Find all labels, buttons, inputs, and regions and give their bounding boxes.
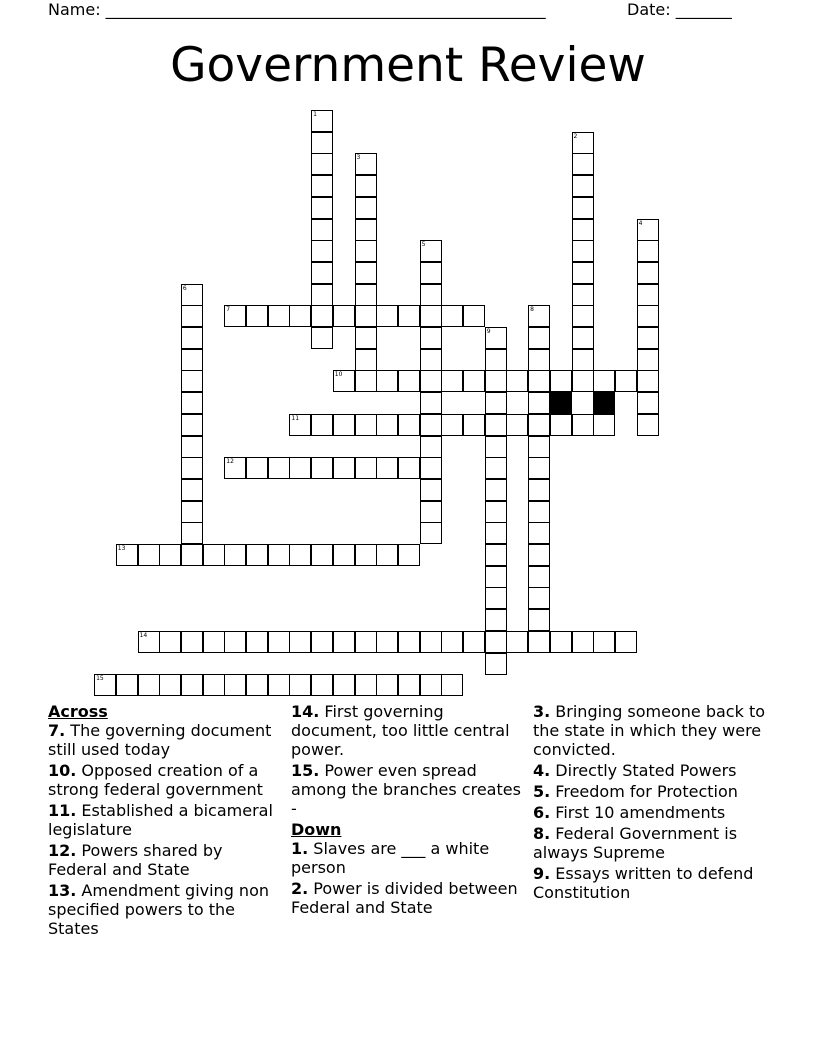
- crossword-cell[interactable]: [355, 544, 377, 566]
- crossword-cell[interactable]: [637, 414, 659, 436]
- clue-number: 14: [139, 631, 148, 639]
- crossword-cell[interactable]: [528, 501, 550, 523]
- crossword-cell[interactable]: [333, 457, 355, 479]
- crossword-cell[interactable]: [615, 631, 637, 653]
- crossword-cell[interactable]: [355, 219, 377, 241]
- clue-number: 5: [421, 241, 426, 249]
- crossword-cell[interactable]: [420, 240, 442, 262]
- crossword-cell[interactable]: [376, 305, 398, 327]
- crossword-cell[interactable]: [420, 522, 442, 544]
- crossword-cell[interactable]: [550, 370, 572, 392]
- crossword-cell[interactable]: [420, 501, 442, 523]
- crossword-cell[interactable]: [463, 414, 485, 436]
- clue-item: [291, 702, 527, 759]
- crossword-cell[interactable]: [485, 392, 507, 414]
- crossword-cell[interactable]: [420, 370, 442, 392]
- clue-number-label: 11.: [48, 801, 77, 820]
- clues-column-3: [533, 702, 773, 904]
- clue-item: [48, 841, 284, 879]
- clue-number-label: 1.: [291, 839, 309, 858]
- crossword-cell[interactable]: [268, 544, 290, 566]
- crossword-cell[interactable]: [311, 544, 333, 566]
- crossword-cell[interactable]: [637, 327, 659, 349]
- clue-item: [533, 803, 773, 822]
- clue-number: 1: [313, 111, 317, 118]
- crossword-cell[interactable]: [116, 674, 138, 696]
- crossword-cell[interactable]: [528, 457, 550, 479]
- crossword-cell[interactable]: [355, 284, 377, 306]
- crossword-cell[interactable]: [572, 197, 594, 219]
- crossword-cell[interactable]: [311, 631, 333, 653]
- crossword-cell[interactable]: [441, 305, 463, 327]
- crossword-cell[interactable]: [289, 305, 311, 327]
- crossword-cell[interactable]: [593, 414, 615, 436]
- crossword-cell[interactable]: [485, 349, 507, 371]
- crossword-cell[interactable]: [94, 674, 116, 696]
- crossword-cell[interactable]: [485, 587, 507, 609]
- clues-column-1: [48, 702, 284, 940]
- crossword-cell[interactable]: [203, 631, 225, 653]
- crossword-cell[interactable]: [376, 674, 398, 696]
- crossword-cell[interactable]: [376, 370, 398, 392]
- crossword-cell[interactable]: [181, 522, 203, 544]
- crossword-cell[interactable]: [572, 240, 594, 262]
- crossword-cell[interactable]: [528, 392, 550, 414]
- crossword-cell[interactable]: [528, 305, 550, 327]
- clue-text: Essays written to defend Constitution: [533, 864, 754, 902]
- crossword-cell[interactable]: [398, 457, 420, 479]
- crossword-cell[interactable]: [528, 370, 550, 392]
- clue-text: Established a bicameral legislature: [48, 801, 273, 839]
- clue-number-label: 4.: [533, 761, 551, 780]
- clue-number-label: 6.: [533, 803, 551, 822]
- crossword-cell[interactable]: [311, 305, 333, 327]
- crossword-cell[interactable]: [637, 262, 659, 284]
- crossword-cell[interactable]: [355, 457, 377, 479]
- clue-number: 4: [638, 219, 643, 227]
- crossword-cell[interactable]: [333, 674, 355, 696]
- crossword-cell[interactable]: [441, 674, 463, 696]
- crossword-cell[interactable]: [355, 631, 377, 653]
- crossword-cell[interactable]: [572, 370, 594, 392]
- crossword-cell[interactable]: [420, 436, 442, 458]
- crossword-cell[interactable]: [181, 414, 203, 436]
- crossword-cell[interactable]: [485, 479, 507, 501]
- crossword-cell[interactable]: [203, 674, 225, 696]
- crossword-cell[interactable]: [572, 631, 594, 653]
- crossword-cell[interactable]: [420, 349, 442, 371]
- crossword-cell[interactable]: [355, 370, 377, 392]
- clue-item: [533, 702, 773, 759]
- crossword-cell[interactable]: [268, 305, 290, 327]
- crossword-cell[interactable]: [398, 544, 420, 566]
- clue-text: Freedom for Protection: [550, 782, 738, 801]
- crossword-cell[interactable]: [289, 631, 311, 653]
- crossword-cell[interactable]: [311, 457, 333, 479]
- clue-number: 8: [530, 306, 534, 314]
- clue-number: 13: [117, 545, 126, 552]
- crossword-cell[interactable]: [506, 370, 528, 392]
- clue-item: [533, 761, 773, 780]
- crossword-cell[interactable]: [289, 457, 311, 479]
- crossword-cell[interactable]: [181, 544, 203, 566]
- crossword-cell[interactable]: [159, 631, 181, 653]
- clue-number: 7: [226, 306, 231, 314]
- crossword-cell[interactable]: [506, 414, 528, 436]
- clue-number: 11: [291, 414, 300, 422]
- clue-number-label: 2.: [291, 879, 309, 898]
- crossword-cell[interactable]: [463, 305, 485, 327]
- crossword-cell[interactable]: [181, 457, 203, 479]
- crossword-cell[interactable]: [376, 414, 398, 436]
- crossword-cell[interactable]: [485, 544, 507, 566]
- crossword-cell[interactable]: [572, 327, 594, 349]
- crossword-cell[interactable]: [159, 674, 181, 696]
- crossword-cell[interactable]: [593, 370, 615, 392]
- crossword-cell[interactable]: [355, 240, 377, 262]
- crossword-cell[interactable]: [420, 631, 442, 653]
- crossword-cell[interactable]: [572, 305, 594, 327]
- crossword-cell[interactable]: [572, 284, 594, 306]
- crossword-cell[interactable]: [420, 457, 442, 479]
- name-field-label: Name: _______________________________________________________: [48, 0, 546, 19]
- crossword-cell[interactable]: [506, 631, 528, 653]
- black-cell: [550, 392, 572, 414]
- page-title: Government Review: [170, 38, 646, 93]
- crossword-cell[interactable]: [528, 631, 550, 653]
- crossword-cell[interactable]: [224, 674, 246, 696]
- crossword-cell[interactable]: [637, 305, 659, 327]
- clue-number: 10: [334, 371, 343, 379]
- clue-number-label: 14.: [291, 702, 320, 721]
- crossword-cell[interactable]: [528, 522, 550, 544]
- crossword-cell[interactable]: [355, 674, 377, 696]
- crossword-cell[interactable]: [485, 414, 507, 436]
- crossword-cell[interactable]: [311, 674, 333, 696]
- crossword-cell[interactable]: [376, 457, 398, 479]
- crossword-cell[interactable]: [528, 566, 550, 588]
- clue-number: 12: [226, 458, 234, 466]
- clue-text: Power is divided between Federal and State: [291, 879, 518, 917]
- crossword-cell[interactable]: [528, 544, 550, 566]
- crossword-cell[interactable]: [181, 305, 203, 327]
- crossword-cell[interactable]: [485, 653, 507, 675]
- crossword-cell[interactable]: [441, 631, 463, 653]
- crossword-cell[interactable]: [289, 674, 311, 696]
- crossword-cell[interactable]: [181, 501, 203, 523]
- crossword-cell[interactable]: [224, 457, 246, 479]
- crossword-cell[interactable]: [355, 153, 377, 175]
- crossword-cell[interactable]: [333, 370, 355, 392]
- crossword-cell[interactable]: [181, 631, 203, 653]
- crossword-cell[interactable]: [138, 544, 160, 566]
- crossword-cell[interactable]: [289, 414, 311, 436]
- crossword-cell[interactable]: [246, 544, 268, 566]
- crossword-cell[interactable]: [311, 132, 333, 154]
- crossword-cell[interactable]: [311, 414, 333, 436]
- crossword-cell[interactable]: [289, 544, 311, 566]
- crossword-cell[interactable]: [420, 262, 442, 284]
- crossword-cell[interactable]: [485, 566, 507, 588]
- crossword-cell[interactable]: [181, 284, 203, 306]
- black-cell: [593, 392, 615, 414]
- crossword-cell[interactable]: [333, 414, 355, 436]
- clues-column-2: [291, 702, 527, 919]
- down-heading: Down: [291, 820, 342, 839]
- crossword-cell[interactable]: [615, 370, 637, 392]
- crossword-cell[interactable]: [311, 153, 333, 175]
- crossword-cell[interactable]: [463, 370, 485, 392]
- clue-item: [291, 879, 527, 917]
- crossword-cell[interactable]: [355, 327, 377, 349]
- clue-item: [48, 761, 284, 799]
- crossword-cell[interactable]: [485, 609, 507, 631]
- crossword-cell[interactable]: [246, 674, 268, 696]
- crossword-cell[interactable]: [420, 284, 442, 306]
- crossword-cell[interactable]: [181, 392, 203, 414]
- clue-number-label: 15.: [291, 761, 320, 780]
- clue-item: [533, 824, 773, 862]
- crossword-cell[interactable]: [181, 674, 203, 696]
- crossword-cell[interactable]: [355, 349, 377, 371]
- crossword-cell[interactable]: [485, 327, 507, 349]
- crossword-cell[interactable]: [420, 479, 442, 501]
- clue-number-label: 5.: [533, 782, 551, 801]
- crossword-cell[interactable]: [420, 414, 442, 436]
- clue-text: Power even spread among the branches creates -: [291, 761, 521, 818]
- clue-item: [533, 864, 773, 902]
- crossword-cell[interactable]: [376, 544, 398, 566]
- clue-number: 3: [356, 154, 361, 162]
- crossword-cell[interactable]: [420, 392, 442, 414]
- clue-text: First governing document, too little central power.: [291, 702, 510, 759]
- crossword-cell[interactable]: [572, 153, 594, 175]
- clue-number-label: 12.: [48, 841, 77, 860]
- crossword-cell[interactable]: [224, 544, 246, 566]
- crossword-cell[interactable]: [311, 175, 333, 197]
- clue-number-label: 9.: [533, 864, 551, 883]
- clue-number: 15: [96, 675, 104, 683]
- clue-number-label: 8.: [533, 824, 551, 843]
- clue-number-label: 13.: [48, 881, 77, 900]
- date-field-label: Date: _______: [627, 0, 732, 19]
- crossword-cell[interactable]: [485, 370, 507, 392]
- crossword-cell[interactable]: [637, 349, 659, 371]
- crossword-cell[interactable]: [528, 327, 550, 349]
- crossword-cell[interactable]: [463, 631, 485, 653]
- crossword-cell[interactable]: [159, 544, 181, 566]
- crossword-cell[interactable]: [593, 631, 615, 653]
- clue-number-label: 7.: [48, 721, 66, 740]
- crossword-cell[interactable]: [355, 262, 377, 284]
- crossword-cell[interactable]: [528, 587, 550, 609]
- crossword-cell[interactable]: [181, 436, 203, 458]
- crossword-cell[interactable]: [224, 305, 246, 327]
- crossword-cell[interactable]: [420, 327, 442, 349]
- crossword-cell[interactable]: [485, 457, 507, 479]
- crossword-cell[interactable]: [355, 414, 377, 436]
- crossword-cell[interactable]: [637, 219, 659, 241]
- crossword-cell[interactable]: [528, 479, 550, 501]
- crossword-cell[interactable]: [181, 370, 203, 392]
- crossword-cell[interactable]: [637, 370, 659, 392]
- clue-number: 6: [182, 284, 187, 292]
- across-heading: Across: [48, 702, 108, 721]
- clue-text: Directly Stated Powers: [550, 761, 737, 780]
- clue-text: First 10 amendments: [550, 803, 726, 822]
- clue-item: [291, 761, 527, 818]
- crossword-cell[interactable]: [355, 175, 377, 197]
- crossword-cell[interactable]: [333, 305, 355, 327]
- crossword-cell[interactable]: [485, 436, 507, 458]
- crossword-cell[interactable]: [181, 479, 203, 501]
- clue-number: 2: [573, 132, 578, 140]
- crossword-cell[interactable]: [311, 327, 333, 349]
- crossword-cell[interactable]: [116, 544, 138, 566]
- crossword-cell[interactable]: [333, 631, 355, 653]
- crossword-cell[interactable]: [572, 349, 594, 371]
- crossword-cell[interactable]: [572, 414, 594, 436]
- crossword-cell[interactable]: [311, 219, 333, 241]
- crossword-cell[interactable]: [311, 240, 333, 262]
- crossword-cell[interactable]: [268, 631, 290, 653]
- crossword-cell[interactable]: [311, 197, 333, 219]
- crossword-cell[interactable]: [268, 674, 290, 696]
- crossword-cell[interactable]: [246, 457, 268, 479]
- crossword-cell[interactable]: [398, 631, 420, 653]
- crossword-cell[interactable]: [181, 349, 203, 371]
- crossword-cell[interactable]: [550, 631, 572, 653]
- crossword-cell[interactable]: [311, 284, 333, 306]
- crossword-cell[interactable]: [138, 674, 160, 696]
- clue-item: [48, 881, 284, 938]
- crossword-cell[interactable]: [181, 327, 203, 349]
- crossword-cell[interactable]: [528, 349, 550, 371]
- clue-item: [48, 721, 284, 759]
- crossword-cell[interactable]: [311, 110, 333, 132]
- crossword-cell[interactable]: [528, 609, 550, 631]
- crossword-cell[interactable]: [441, 370, 463, 392]
- crossword-cell[interactable]: [420, 305, 442, 327]
- clue-item: [533, 782, 773, 801]
- clue-text: Powers shared by Federal and State: [48, 841, 223, 879]
- crossword-cell[interactable]: [637, 240, 659, 262]
- crossword-cell[interactable]: [637, 284, 659, 306]
- crossword-cell[interactable]: [355, 305, 377, 327]
- crossword-cell[interactable]: [485, 631, 507, 653]
- clue-text: Opposed creation of a strong federal government: [48, 761, 263, 799]
- crossword-cell[interactable]: [420, 674, 442, 696]
- crossword-cell[interactable]: [355, 197, 377, 219]
- crossword-cell[interactable]: [398, 370, 420, 392]
- clue-number-label: 10.: [48, 761, 77, 780]
- crossword-cell[interactable]: [572, 219, 594, 241]
- crossword-cell[interactable]: [485, 501, 507, 523]
- clue-item: [48, 801, 284, 839]
- crossword-cell[interactable]: [246, 631, 268, 653]
- clue-item: [291, 839, 527, 877]
- clue-text: Bringing someone back to the state in which they were convicted.: [533, 702, 766, 759]
- crossword-cell[interactable]: [398, 305, 420, 327]
- crossword-cell[interactable]: [268, 457, 290, 479]
- crossword-cell[interactable]: [572, 132, 594, 154]
- clue-text: Federal Government is always Supreme: [533, 824, 738, 862]
- clue-text: The governing document still used today: [48, 721, 272, 759]
- clue-text: Slaves are ___ a white person: [291, 839, 490, 877]
- crossword-cell[interactable]: [637, 392, 659, 414]
- crossword-cell[interactable]: [376, 631, 398, 653]
- crossword-cell[interactable]: [398, 674, 420, 696]
- crossword-cell[interactable]: [333, 544, 355, 566]
- clue-text: Amendment giving non specified powers to the States: [48, 881, 269, 938]
- crossword-cell[interactable]: [246, 305, 268, 327]
- crossword-cell[interactable]: [398, 414, 420, 436]
- crossword-cell[interactable]: [572, 262, 594, 284]
- crossword-cell[interactable]: [441, 414, 463, 436]
- crossword-cell[interactable]: [485, 522, 507, 544]
- clue-number: 9: [486, 328, 491, 335]
- crossword-cell[interactable]: [572, 175, 594, 197]
- crossword-cell[interactable]: [550, 414, 572, 436]
- crossword-cell[interactable]: [224, 631, 246, 653]
- crossword-cell[interactable]: [138, 631, 160, 653]
- crossword-cell[interactable]: [528, 414, 550, 436]
- crossword-cell[interactable]: [203, 544, 225, 566]
- clue-number-label: 3.: [533, 702, 551, 721]
- crossword-cell[interactable]: [528, 436, 550, 458]
- crossword-cell[interactable]: [311, 262, 333, 284]
